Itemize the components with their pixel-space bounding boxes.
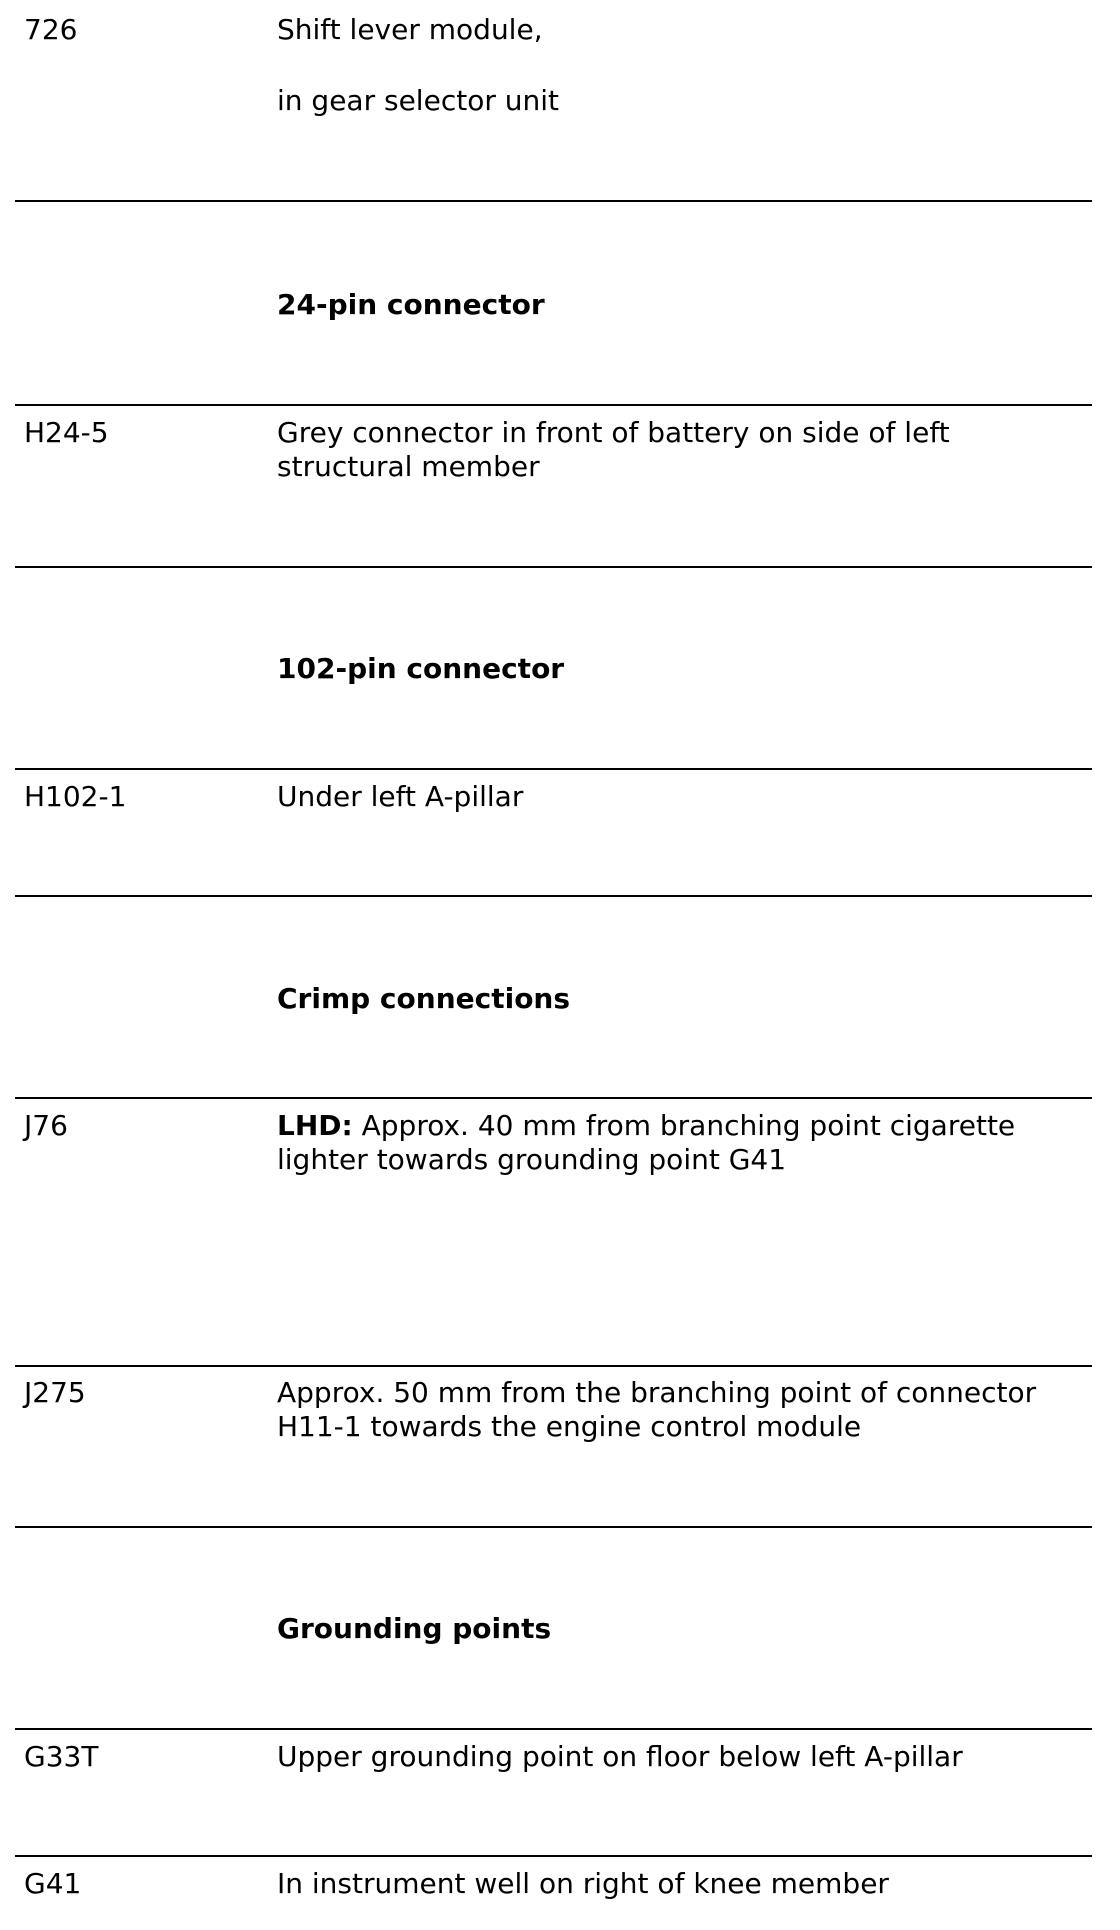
component-code: 726	[24, 13, 78, 46]
crimp-location	[277, 1109, 1087, 1177]
row-divider	[15, 1855, 1092, 1857]
grounding-code: G41	[24, 1867, 82, 1900]
crimp-code: J76	[24, 1109, 68, 1142]
variant-label: LHD:	[277, 1109, 353, 1142]
component-description-line2: in gear selector unit	[277, 84, 559, 117]
connector-location: Grey connector in front of battery on side of left structural member	[277, 416, 950, 483]
row-divider	[15, 566, 1092, 568]
grounding-code: G33T	[24, 1740, 99, 1773]
grounding-location: In instrument well on right of knee member	[277, 1867, 889, 1900]
section-heading-24-pin: 24-pin connector	[277, 288, 545, 321]
row-divider	[15, 1526, 1092, 1528]
row-divider	[15, 895, 1092, 897]
crimp-code: J275	[24, 1376, 86, 1409]
component-description-line1: Shift lever module,	[277, 13, 543, 46]
row-divider	[15, 1097, 1092, 1099]
row-divider	[15, 768, 1092, 770]
row-divider	[15, 1728, 1092, 1730]
connector-code: H102-1	[24, 780, 127, 813]
crimp-location: Approx. 50 mm from the branching point of connector H11-1 towards the engine control module	[277, 1376, 1037, 1443]
section-heading-grounding: Grounding points	[277, 1612, 552, 1645]
connector-location: Under left A-pillar	[277, 780, 524, 813]
section-heading-102-pin: 102-pin connector	[277, 652, 565, 685]
row-divider	[15, 1365, 1092, 1367]
section-heading-crimp: Crimp connections	[277, 982, 571, 1015]
grounding-location: Upper grounding point on floor below left A-pillar	[277, 1740, 963, 1773]
row-divider	[15, 200, 1092, 202]
crimp-location-text: Approx. 40 mm from branching point cigarette lighter towards grounding point G41	[277, 1109, 1016, 1176]
connector-code: H24-5	[24, 416, 109, 449]
row-divider	[15, 404, 1092, 406]
